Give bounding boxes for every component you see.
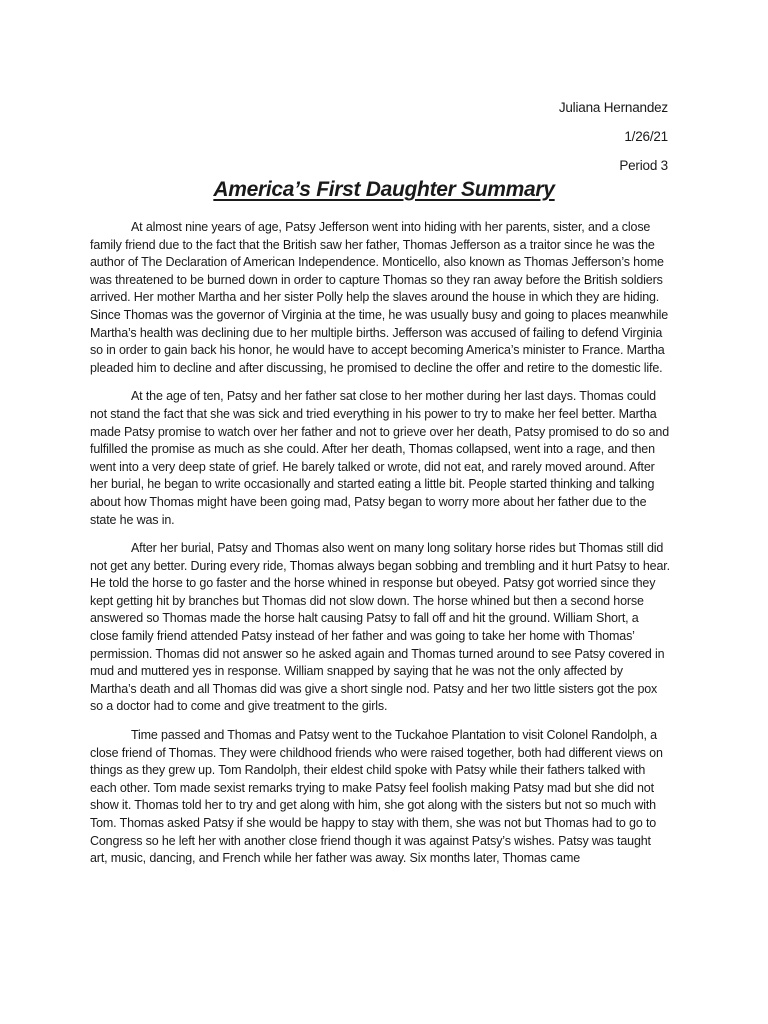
author-name: Juliana Hernandez [558,100,668,115]
paragraph-2: At the age of ten, Patsy and her father sat close to her mother during her last days. Thomas could not stand the fact that she was sick and tried everything in his power to try to make her feel better. Martha made Patsy promise to watch over her father and not to grieve over her death, Patsy promised to do so and fulfilled the promise as much as she could. After her death, Thomas collapsed, went into a rage, and then went into a very deep state of grief. He barely talked or wrote, did not eat, and rarely moved around. After her burial, he began to write occasionally and started eating a little bit. People started thinking and talking about how Thomas might have been going mad, Patsy began to worry more about her father due to the state he was in. [90,389,670,527]
document-date: 1/26/21 [624,129,668,144]
document-title: America’s First Daughter Summary [213,178,555,201]
document-header [559,93,668,180]
document-body [90,219,670,879]
paragraph-1: At almost nine years of age, Patsy Jefferson went into hiding with her parents, sister, and a close family friend due to the fact that the British saw her father, Thomas Jefferson as a traitor since he was the author of The Declaration of American Independence. Monticello, also known as Thomas Jefferson’s home was threatened to be burned down in order to capture Thomas so they ran away before the British soldiers arrived. Her mother Martha and her sister Polly help the slaves around the house in which they are hiding. Since Thomas was the governor of Virginia at the time, he was usually busy and going to places meanwhile Martha’s health was declining due to her multiple births. Jefferson was accused of failing to defend Virginia so in order to gain back his honor, he would have to accept becoming America’s minister to France. Martha pleaded him to decline and after discussing, he promised to decline the offer and retire to the domestic life. [90,220,669,375]
class-period: Period 3 [619,158,668,173]
paragraph-4: Time passed and Thomas and Patsy went to the Tuckahoe Plantation to visit Colonel Randolph, a close friend of Thomas. They were childhood friends who were raised together, both had different views on things as they grew up. Tom Randolph, their eldest child spoke with Patsy while their fathers talked with each other. Tom made sexist remarks trying to make Patsy feel foolish making Patsy mad but she did not show it. Thomas told her to try and get along with him, she got along with the sisters but not so much with Tom. Thomas asked Patsy if she would be happy to stay with them, she was not but Thomas had to go to Congress so he left her with another close friend though it was against Patsy’s wishes. Patsy was taught art, music, dancing, and French while her father was away. Six months later, Thomas came [90,728,663,866]
paragraph-3: After her burial, Patsy and Thomas also went on many long solitary horse rides but Thomas still did not get any better. During every ride, Thomas always began sobbing and trembling and it hurt Patsy to hear. He told the horse to go faster and the horse whined in response but obeyed. Patsy got worried since they kept getting hit by branches but Thomas did not slow down. The horse whined but then a second horse answered so Thomas made the horse halt causing Patsy to fall off and hit the ground. William Short, a close family friend attended Patsy instead of her father and was going to take her home with Thomas’ permission. Thomas did not answer so he asked again and Thomas turned around to see Patsy covered in mud and muttered yes in response. William snapped by saying that he was not the only affected by Martha’s death and all Thomas did was give a short single nod. Patsy and her two little sisters got the pox so a doctor had to come and give treatment to the girls. [90,541,670,714]
